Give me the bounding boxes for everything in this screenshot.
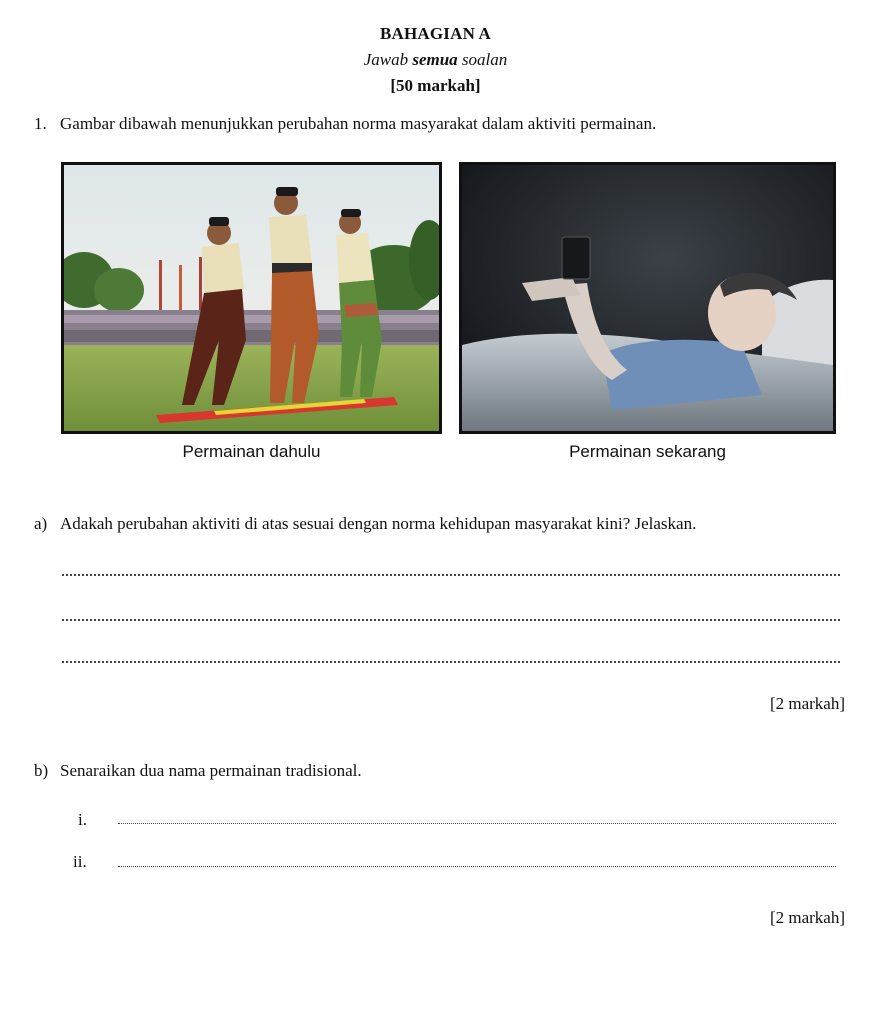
- answer-line-a-1[interactable]: [62, 574, 840, 576]
- question-b: [34, 761, 362, 781]
- list-item-i: i.: [78, 810, 87, 829]
- question-a: [34, 514, 696, 534]
- question-1: [34, 114, 656, 134]
- question-1-number: 1.: [34, 114, 47, 133]
- caption-right: Permainan sekarang: [569, 442, 726, 461]
- answer-line-a-2[interactable]: [62, 619, 840, 621]
- total-marks: [50 markah]: [390, 76, 481, 95]
- question-a-label: a): [34, 514, 48, 533]
- question-1-text: Gambar dibawah menunjukkan perubahan norma masyarakat dalam aktiviti permainan.: [60, 114, 657, 133]
- section-title: BAHAGIAN A: [379, 24, 492, 43]
- caption-left: Permainan dahulu: [182, 442, 321, 461]
- question-a-text: Adakah perubahan aktiviti di atas sesuai dengan norma kehidupan masyarakat kini? Jelaskan.: [60, 514, 697, 533]
- instruction-pre: Jawab: [363, 50, 413, 69]
- instruction-post: soalan: [457, 50, 508, 69]
- instruction-text: [0, 50, 871, 70]
- answer-line-a-3[interactable]: [62, 661, 840, 663]
- list-item-ii: ii.: [73, 852, 87, 871]
- answer-line-b-2[interactable]: [118, 866, 836, 867]
- photo-modern-game: [459, 162, 836, 434]
- question-b-label: b): [34, 761, 49, 780]
- marks-b: [2 markah]: [769, 908, 845, 927]
- photo-traditional-game: [61, 162, 442, 434]
- marks-a: [2 markah]: [769, 694, 845, 713]
- question-b-text: Senaraikan dua nama permainan tradisional.: [60, 761, 362, 780]
- answer-line-b-1[interactable]: [118, 823, 836, 824]
- instruction-bold: semua: [412, 50, 458, 69]
